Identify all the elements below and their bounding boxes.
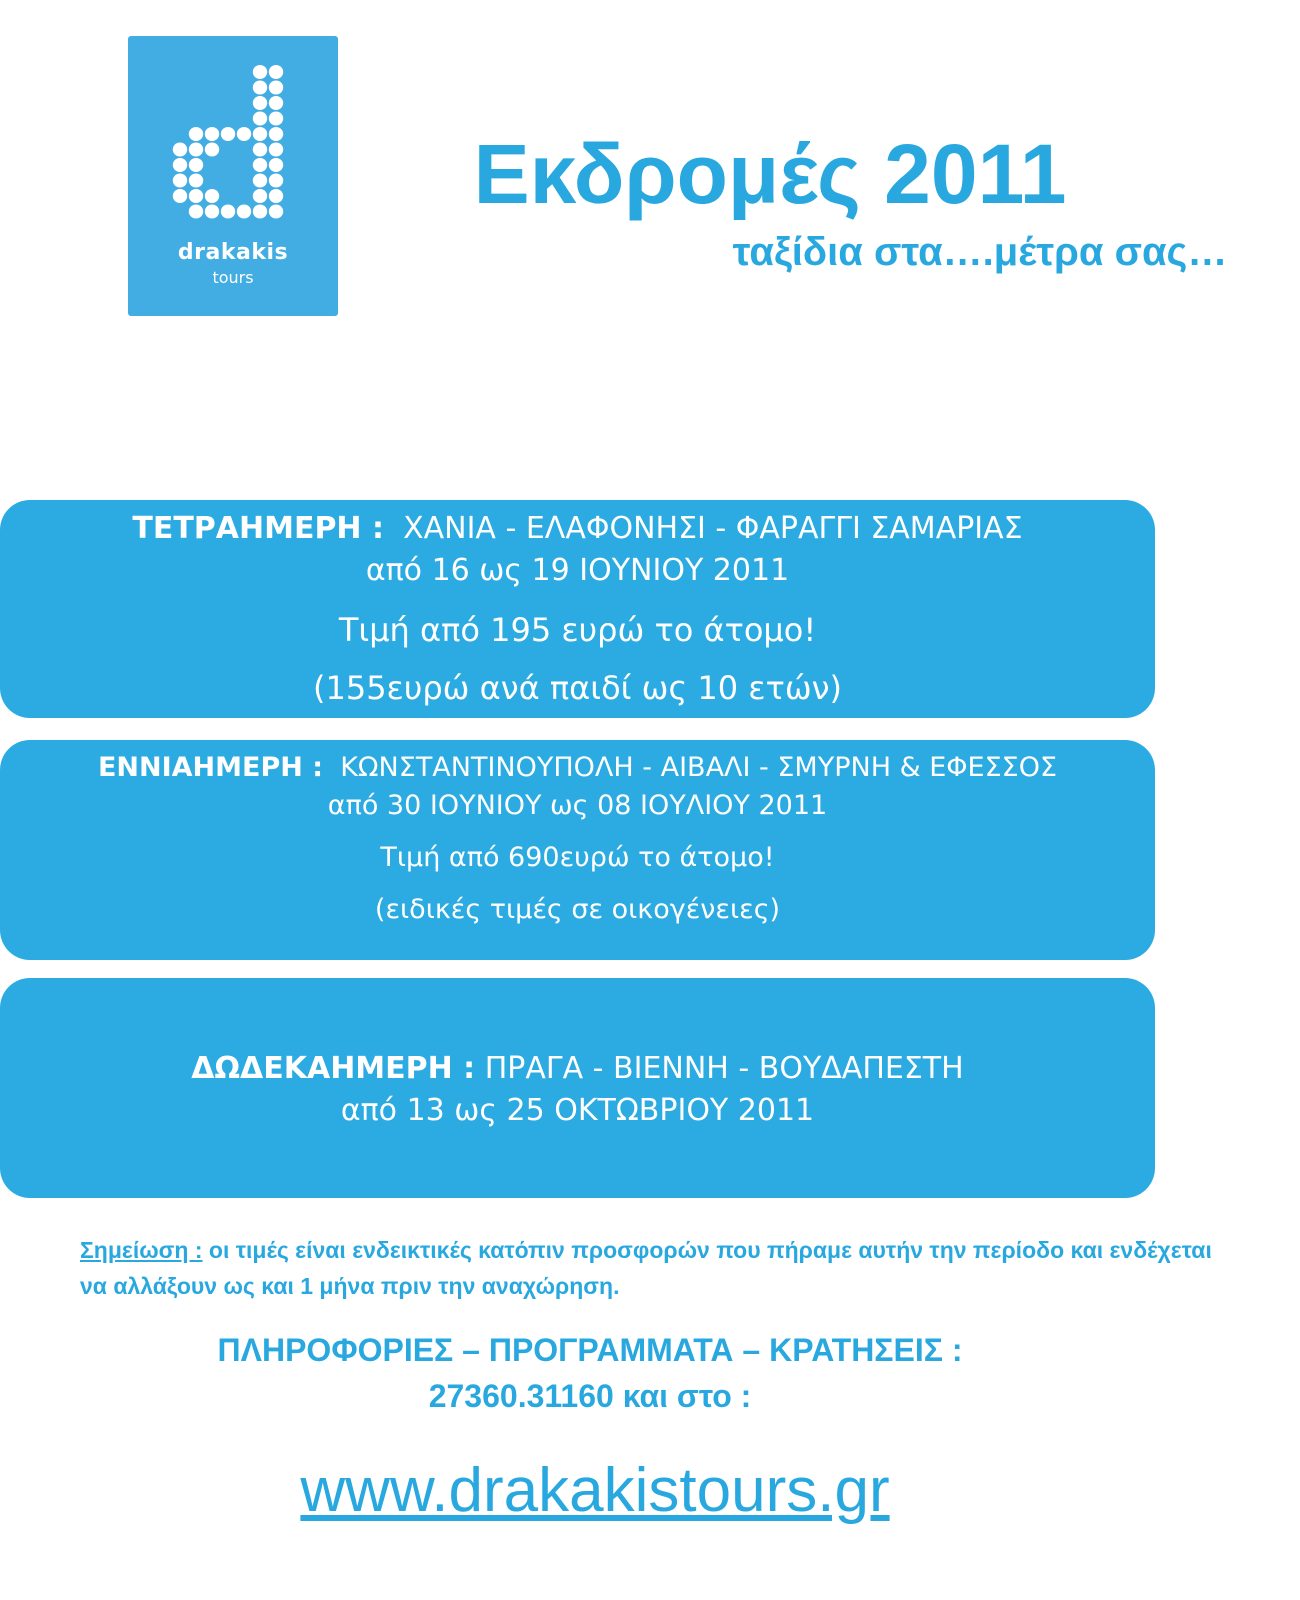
trip-extra: (ειδικές τιμές σε οικογένειες) [374, 894, 781, 925]
trip-type: ΕΝΝΙΑΗΜΕΡΗ : [97, 752, 324, 783]
trip-card-1 [0, 500, 1155, 718]
trip-dates: από 30 ΙΟΥΝΙΟΥ ως 08 ΙΟΥΛΙΟΥ 2011 [327, 790, 828, 821]
page-title: Εκδρομές 2011 [473, 127, 1067, 221]
trip-title-line [0, 1051, 1155, 1086]
trip-type: ΤΕΤΡΑΗΜΕΡΗ : [132, 511, 384, 546]
trip-route: ΧΑΝΙΑ - ΕΛΑΦΟΝΗΣΙ - ΦΑΡΑΓΓΙ ΣΑΜΑΡΙΑΣ [403, 511, 1023, 546]
trip-route: ΚΩΝΣΤΑΝΤΙΝΟΥΠΟΛΗ - ΑΙΒΑΛΙ - ΣΜΥΡΝΗ & ΕΦΕΣΣΟΣ [340, 752, 1058, 783]
trip-dates: από 13 ως 25 ΟΚΤΩΒΡΙΟΥ 2011 [340, 1093, 815, 1128]
trip-title-line [0, 511, 1155, 546]
trip-extra: (155ευρώ ανά παιδί ως 10 ετών) [312, 669, 842, 707]
page-tagline: ταξίδια στα….μέτρα σας… [732, 230, 1228, 274]
trip-type: ΔΩΔΕΚΑΗΜΕΡΗ : [191, 1051, 476, 1086]
trip-title-line [0, 754, 1155, 781]
trip-dates: από 16 ως 19 ΙΟΥΝΙΟΥ 2011 [365, 553, 790, 588]
contact-phone: 27360.31160 και στο : [428, 1378, 752, 1414]
note-label: Σημείωση : [80, 1237, 203, 1263]
logo-brand-subtitle: tours [212, 268, 254, 287]
contact-heading: ΠΛΗΡΟΦΟΡΙΕΣ – ΠΡΟΓΡΑΜΜΑΤΑ – ΚΡΑΤΗΣΕΙΣ : [217, 1332, 963, 1368]
trip-price: Τιμή από 690ευρώ το άτομο! [380, 842, 775, 873]
dotted-d-logo-icon [168, 62, 298, 232]
trip-card-2 [0, 740, 1155, 960]
note-text: οι τιμές είναι ενδεικτικές κατόπιν προσφορών που πήραμε αυτήν την περίοδο και ενδέχεται να αλλάξουν ως και 1 μήνα πριν την αναχώρηση. [80, 1237, 1212, 1299]
price-note [80, 1232, 1220, 1304]
logo-brand-name: drakakis [177, 240, 289, 265]
website-link[interactable]: www.drakakistours.gr [300, 1456, 890, 1525]
company-logo [128, 36, 338, 316]
trip-price: Τιμή από 195 ευρώ το άτομο! [338, 611, 817, 649]
trip-route: ΠΡΑΓΑ - ΒΙΕΝΝΗ - ΒΟΥΔΑΠΕΣΤΗ [484, 1051, 964, 1086]
trip-card-3 [0, 978, 1155, 1198]
